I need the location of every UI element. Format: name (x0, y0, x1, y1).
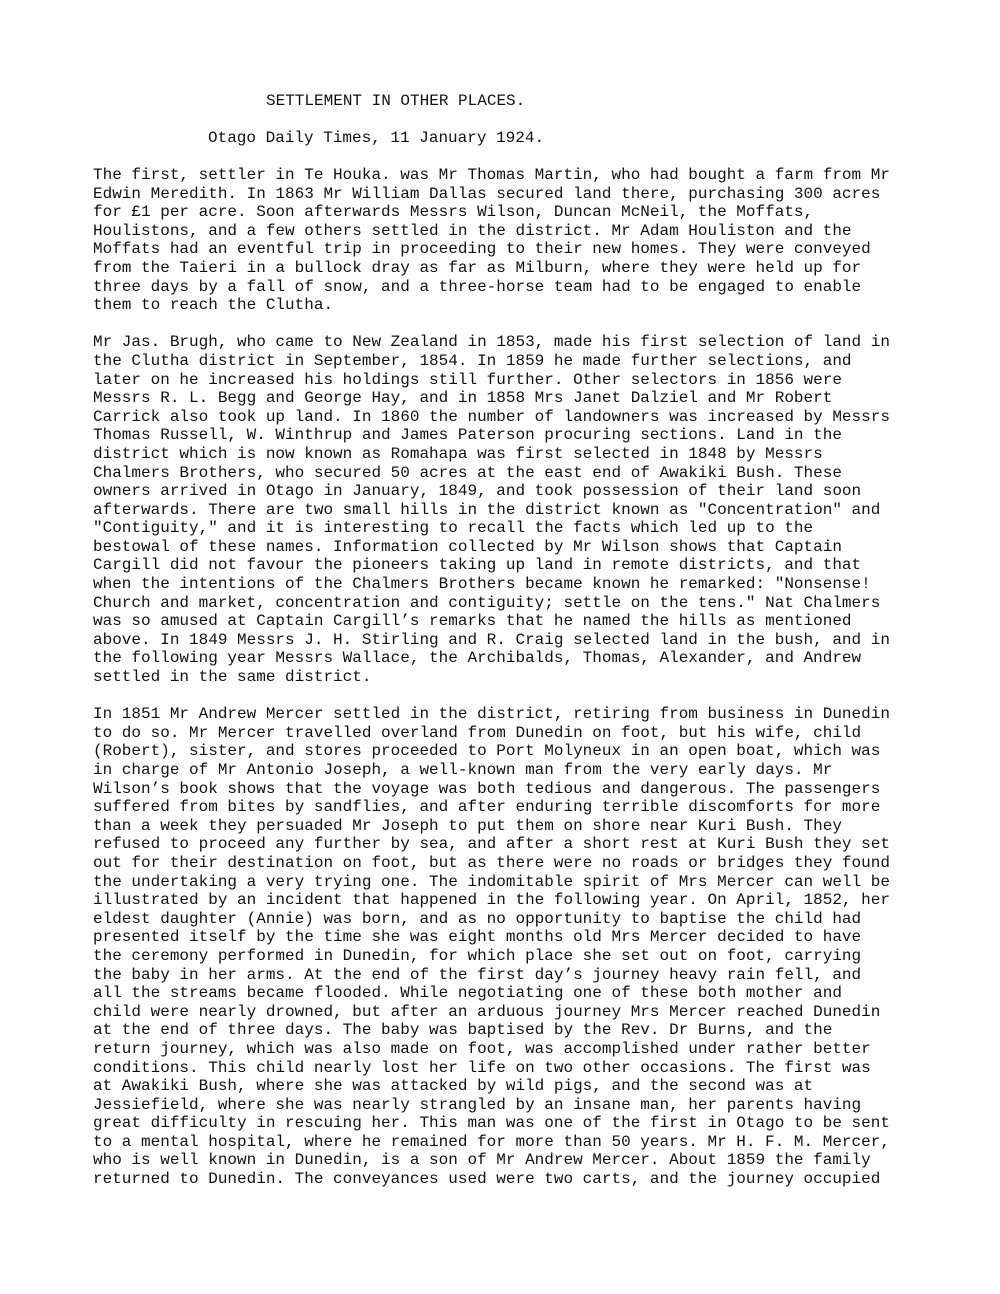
text-line: at the end of three days. The baby was baptised by the Rev. Dr Burns, and the (93, 1021, 833, 1040)
document-source: Otago Daily Times, 11 January 1924. (208, 129, 545, 147)
text-line: in charge of Mr Antonio Joseph, a well-known man from the very early days. Mr (93, 761, 833, 779)
paragraph-te-houka (93, 166, 973, 315)
text-line: to do so. Mr Mercer travelled overland from Dunedin on foot, but his wife, child (93, 723, 862, 742)
text-line: for £1 per acre. Soon afterwards Messrs Wilson, Duncan McNeil, the Moffats, (93, 203, 814, 222)
text-line: Edwin Meredith. In 1863 Mr William Dallas secured land there, purchasing 300 acres (93, 184, 881, 203)
text-line: owners arrived in Otago in January, 1849, and took possession of their land soon (93, 482, 862, 501)
text-line: Church and market, concentration and contiguity; settle on the tens." Nat Chalmers (93, 593, 881, 612)
text-line: illustrated by an incident that happened in the following year. On April, 1852, her (93, 891, 890, 910)
paragraph-clutha-romahapa (93, 333, 973, 686)
text-line: when the intentions of the Chalmers Brothers became known he remarked: "Nonsense! (93, 575, 871, 594)
text-line: above. In 1849 Messrs J. H. Stirling and R. Craig selected land in the bush, and in (93, 630, 890, 649)
text-line: (Robert), sister, and stores proceeded to Port Molyneux in an open boat, which was (93, 742, 881, 761)
document-title: SETTLEMENT IN OTHER PLACES. (266, 92, 526, 110)
text-line: the baby in her arms. At the end of the first day’s journey heavy rain fell, and (93, 965, 862, 984)
text-line: conditions. This child nearly lost her life on two other occasions. The first was (93, 1058, 871, 1077)
text-line: suffered from bites by sandflies, and after enduring terrible discomforts for more (93, 798, 881, 817)
text-line: from the Taieri in a bullock dray as far as Milburn, where they were held up for (93, 258, 862, 277)
text-line: returned to Dunedin. The conveyances used were two carts, and the journey occupied (93, 1170, 881, 1189)
text-line: all the streams became flooded. While negotiating one of these both mother and (93, 984, 842, 1003)
text-line: Jessiefield, where she was nearly strangled by an insane man, her parents having (93, 1095, 862, 1114)
text-line: district which is now known as Romahapa was first selected in 1848 by Messrs (93, 444, 823, 463)
text-line: Cargill did not favour the pioneers taking up land in remote districts, and that (93, 556, 862, 575)
text-line: The first, settler in Te Houka. was Mr Thomas Martin, who had bought a farm from Mr (93, 166, 890, 184)
text-line: the following year Messrs Wallace, the Archibalds, Thomas, Alexander, and Andrew (93, 649, 862, 668)
text-line: who is well known in Dunedin, is a son of Mr Andrew Mercer. About 1859 the family (93, 1151, 871, 1170)
text-line: them to reach the Clutha. (93, 296, 334, 315)
text-line: three days by a fall of snow, and a three-horse team had to be engaged to enable (93, 277, 862, 296)
text-line: Houlistons, and a few others settled in the district. Mr Adam Houliston and the (93, 221, 852, 240)
text-line: the ceremony performed in Dunedin, for which place she set out on foot, carrying (93, 946, 862, 965)
text-line: bestowal of these names. Information collected by Mr Wilson shows that Captain (93, 537, 842, 556)
text-line: at Awakiki Bush, where she was attacked by wild pigs, and the second was at (93, 1077, 814, 1096)
text-line: "Contiguity," and it is interesting to recall the facts which led up to the (93, 519, 814, 538)
text-line: Carrick also took up land. In 1860 the number of landowners was increased by Messrs (93, 407, 890, 426)
text-line: Chalmers Brothers, who secured 50 acres at the east end of Awakiki Bush. These (93, 463, 842, 482)
text-line: great difficulty in rescuing her. This man was one of the first in Otago to be sent (93, 1114, 890, 1133)
text-line: Wilson’s book shows that the voyage was both tedious and dangerous. The passengers (93, 779, 881, 798)
text-line: presented itself by the time she was eight months old Mrs Mercer decided to have (93, 928, 862, 947)
text-line: the Clutha district in September, 1854. In 1859 he made further selections, and (93, 351, 852, 370)
text-line: child were nearly drowned, but after an arduous journey Mrs Mercer reached Dunedin (93, 1002, 881, 1021)
text-line: out for their destination on foot, but as there were no roads or bridges they found (93, 853, 890, 872)
text-line: eldest daughter (Annie) was born, and as no opportunity to baptise the child had (93, 909, 862, 928)
text-line: afterwards. There are two small hills in the district known as "Concentration" and (93, 500, 881, 519)
text-line: Thomas Russell, W. Winthrup and James Paterson procuring sections. Land in the (93, 426, 842, 445)
text-line: was so amused at Captain Cargill’s remarks that he named the hills as mentioned (93, 612, 852, 631)
text-line: refused to proceed any further by sea, and after a short rest at Kuri Bush they set (93, 835, 890, 854)
text-line: to a mental hospital, where he remained for more than 50 years. Mr H. F. M. Mercer, (93, 1132, 890, 1151)
paragraph-andrew-mercer (93, 705, 973, 1188)
text-line: return journey, which was also made on foot, was accomplished under rather better (93, 1039, 871, 1058)
text-line: later on he increased his holdings still further. Other selectors in 1856 were (93, 370, 842, 389)
text-line: the undertaking a very trying one. The indomitable spirit of Mrs Mercer can well be (93, 872, 890, 891)
text-line: than a week they persuaded Mr Joseph to put them on shore near Kuri Bush. They (93, 816, 842, 835)
text-line: In 1851 Mr Andrew Mercer settled in the district, retiring from business in Dunedin (93, 705, 890, 724)
text-line: settled in the same district. (93, 668, 372, 687)
text-line: Mr Jas. Brugh, who came to New Zealand in 1853, made his first selection of land in (93, 333, 890, 352)
document-body (93, 166, 973, 1207)
text-line: Moffats had an eventful trip in proceeding to their new homes. They were conveyed (93, 240, 871, 259)
text-line: Messrs R. L. Begg and George Hay, and in 1858 Mrs Janet Dalziel and Mr Robert (93, 389, 833, 408)
